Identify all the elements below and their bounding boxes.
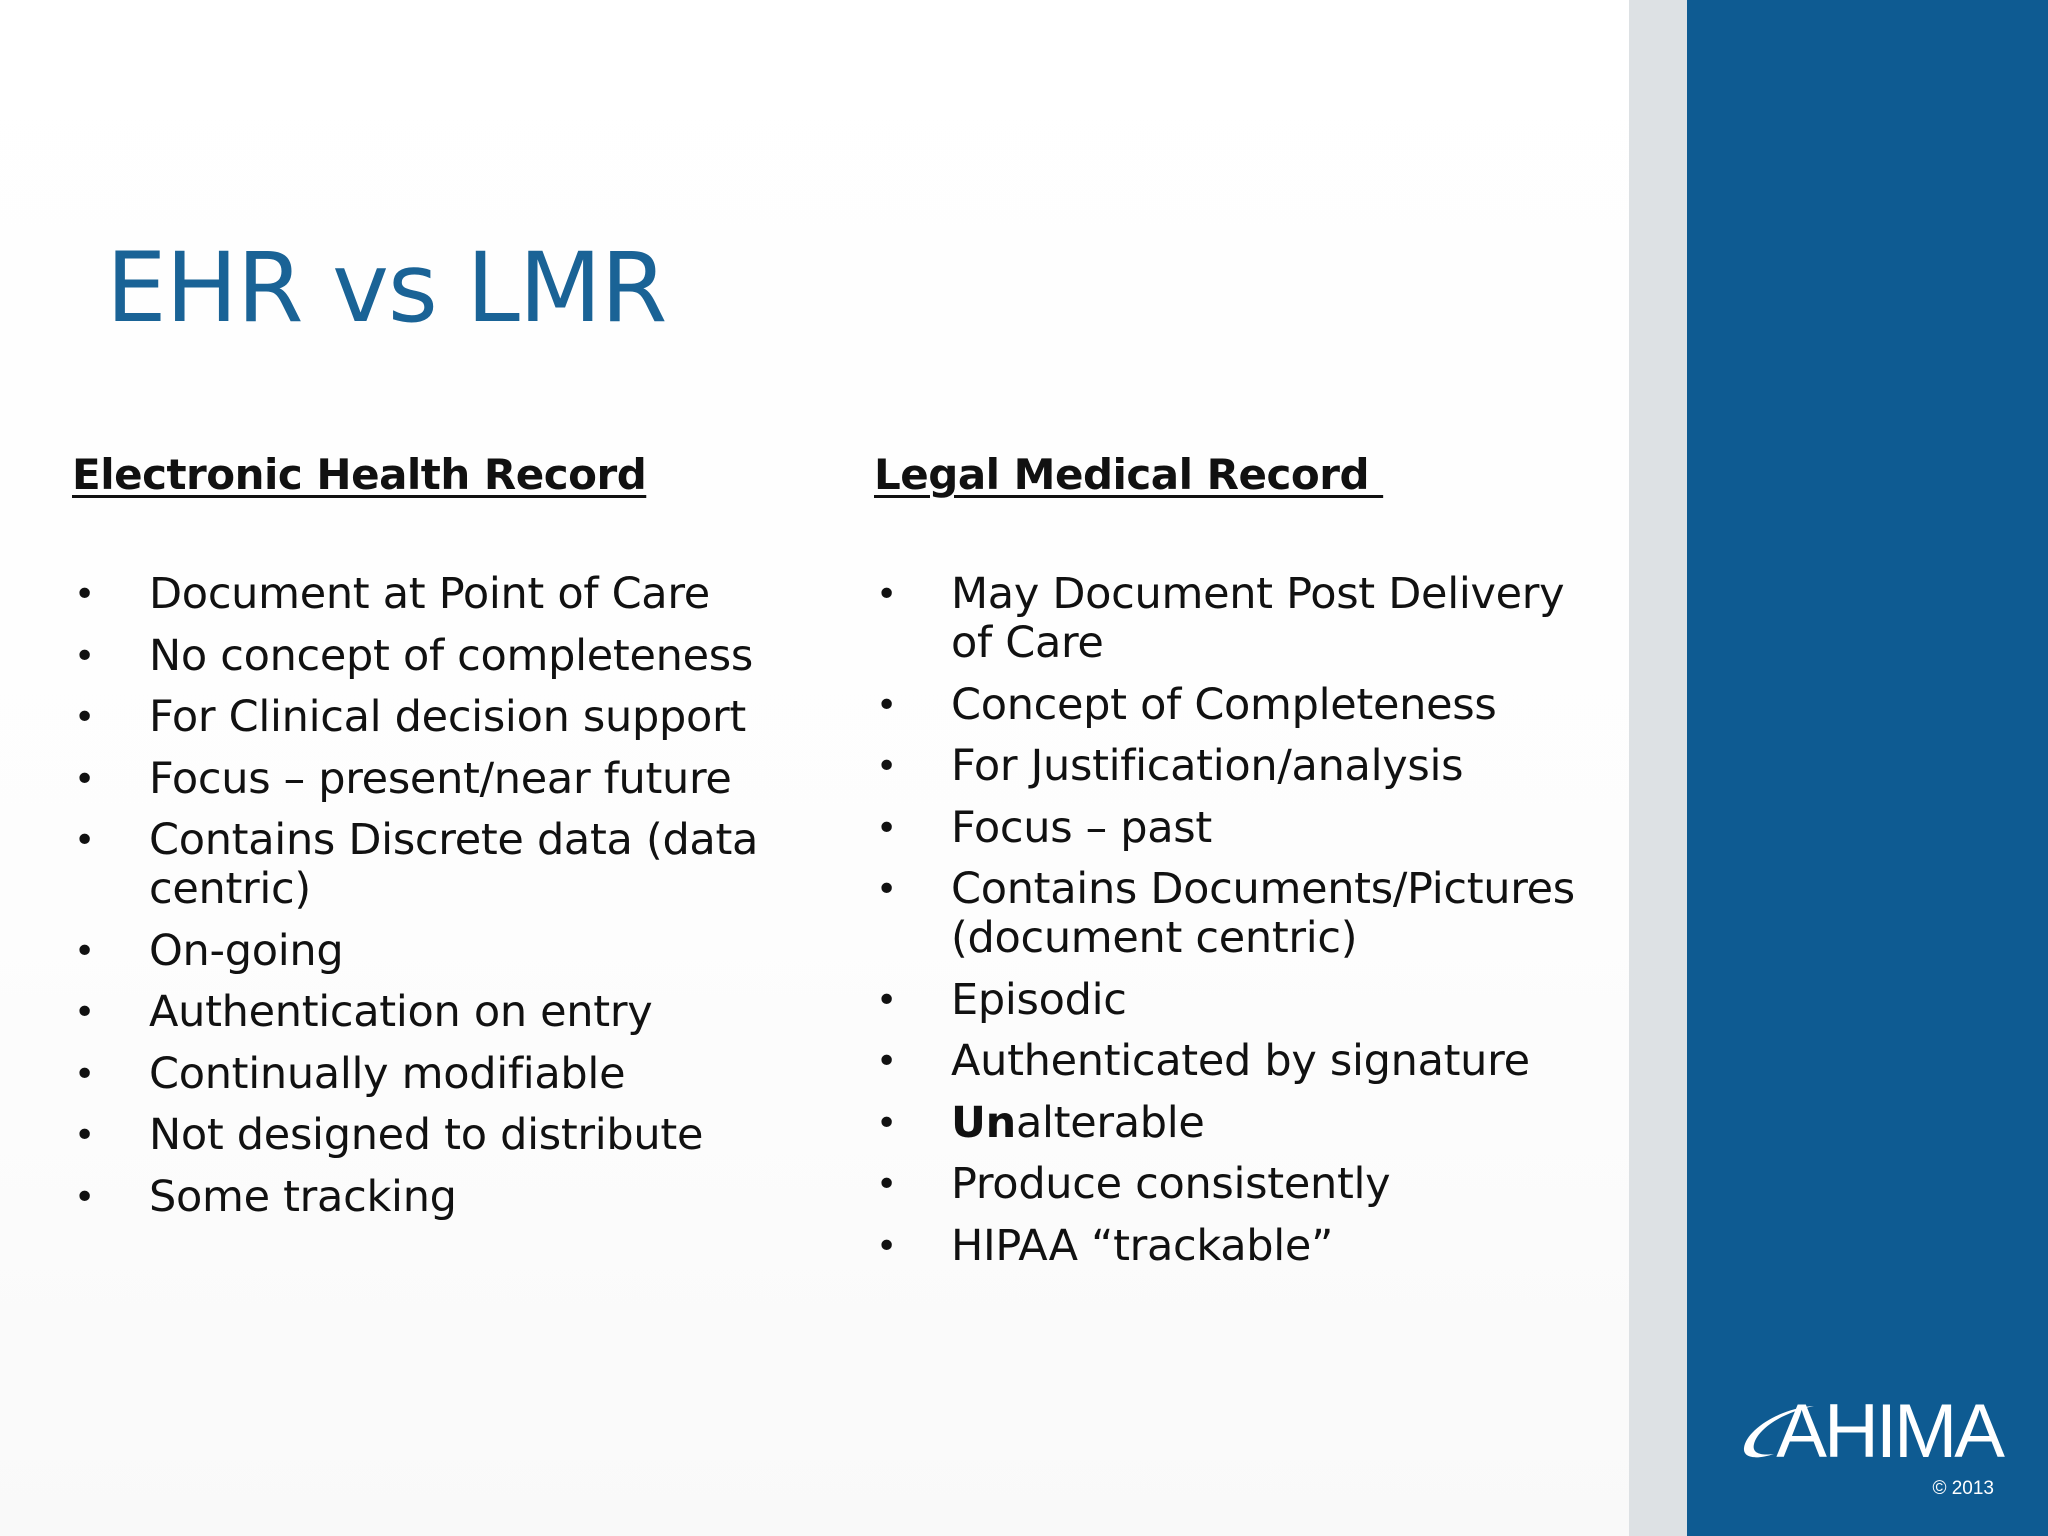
list-item: • Produce consistently: [876, 1159, 1391, 1209]
list-item: • Some tracking: [74, 1171, 457, 1222]
bullet-icon: •: [74, 635, 95, 677]
list-item: • Concept of Completeness: [876, 679, 1497, 730]
side-grey-band: [1629, 0, 1687, 1536]
bullet-icon: •: [74, 820, 95, 861]
bullet-icon: •: [876, 807, 897, 849]
slide-title: EHR vs LMR: [106, 232, 667, 344]
lmr-heading: Legal Medical Record: [874, 450, 1384, 499]
side-blue-band: [1687, 0, 2048, 1536]
lmr-list: [874, 570, 1614, 1271]
list-item: • Contains Discrete data (data centric): [74, 815, 759, 914]
bullet-icon: •: [74, 1053, 95, 1095]
list-item: • Document at Point of Care: [74, 569, 710, 619]
bullet-icon: •: [74, 758, 95, 800]
ehr-heading: Electronic Health Record: [72, 450, 647, 499]
bullet-icon: •: [876, 979, 897, 1021]
list-item: • Focus – past: [876, 802, 1212, 853]
list-item: • HIPAA “trackable”: [876, 1220, 1334, 1271]
list-item: • Contains Documents/Pictures (document centric): [876, 864, 1575, 963]
bullet-icon: •: [876, 746, 897, 787]
bullet-icon: •: [876, 1164, 897, 1205]
list-item: • On-going: [74, 925, 344, 976]
list-item: • Continually modifiable: [74, 1048, 626, 1099]
bullet-icon: •: [876, 574, 897, 615]
bullet-icon: •: [74, 1115, 95, 1156]
list-item: • No concept of completeness: [74, 630, 753, 681]
list-item: • Not designed to distribute: [74, 1110, 704, 1160]
list-item: • Focus – present/near future: [74, 753, 732, 804]
list-item: [874, 1099, 1614, 1148]
bullet-icon: •: [876, 869, 897, 910]
bullet-icon: •: [74, 1176, 95, 1218]
ehr-list: [72, 570, 832, 1222]
list-item: • May Document Post Delivery of Care: [876, 569, 1565, 668]
unalterable-text: Unalterable: [951, 1097, 1205, 1148]
bullet-icon: •: [876, 1102, 897, 1144]
list-item: • Episodic: [876, 974, 1127, 1025]
bullet-icon: •: [74, 574, 95, 615]
lmr-column: [874, 446, 1614, 1283]
list-item: • For Clinical decision support: [74, 692, 746, 742]
bullet-icon: •: [74, 992, 95, 1033]
list-item: • Authentication on entry: [74, 987, 653, 1037]
copyright-notice: © 2013: [1932, 1478, 1994, 1499]
list-item: • Authenticated by signature: [876, 1036, 1530, 1086]
list-item: • For Justification/analysis: [876, 741, 1464, 791]
ahima-logo-text: AHIMA: [1776, 1389, 2002, 1474]
bullet-icon: •: [74, 930, 95, 972]
ahima-logo: [1740, 1389, 2004, 1474]
bullet-icon: •: [74, 697, 95, 738]
bullet-icon: •: [876, 1041, 897, 1082]
bullet-icon: •: [876, 684, 897, 726]
bullet-icon: •: [876, 1225, 897, 1267]
ehr-column: [72, 446, 832, 1234]
